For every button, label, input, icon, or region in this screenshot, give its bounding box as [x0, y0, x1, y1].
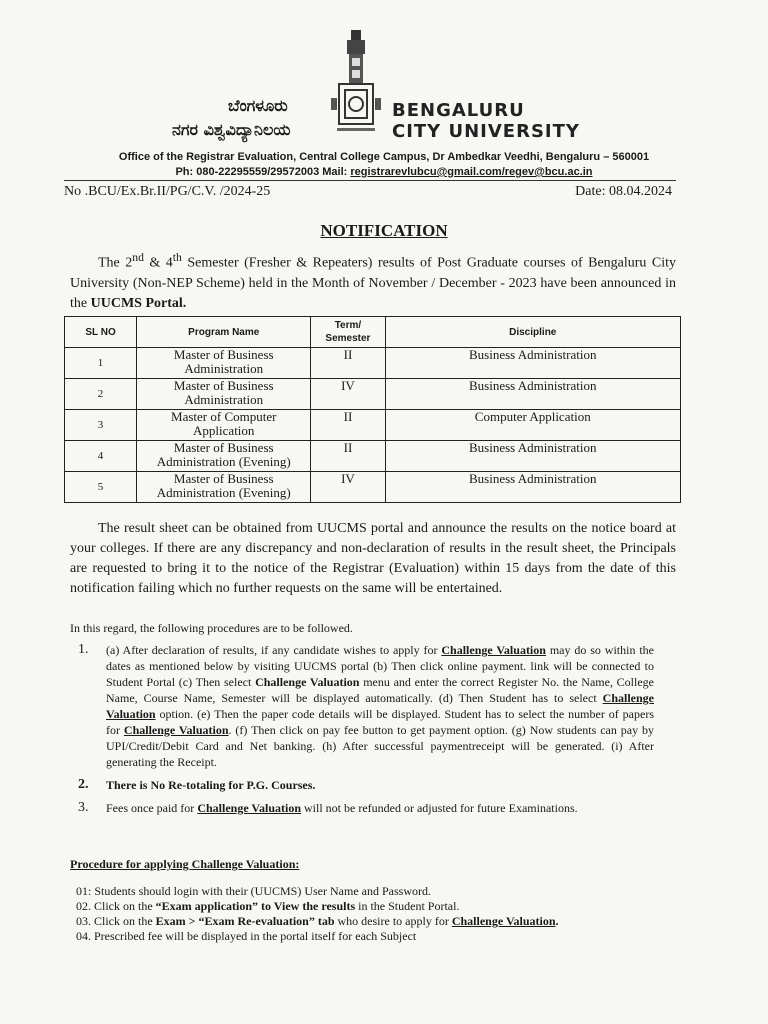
contact-email-link[interactable]: registrarevlubcu@gmail.com/regev@bcu.ac.in: [350, 166, 593, 178]
cell-program: Master of Business Administration (Evening): [137, 441, 311, 472]
step-number: 2.: [78, 777, 89, 792]
step1-text-a: (a) After declaration of results, if any candidate wishes to apply for: [106, 643, 442, 657]
col-header-term: Term/ Semester: [311, 317, 385, 348]
table-row: [65, 379, 681, 410]
cell-discipline: Business Administration: [385, 348, 681, 379]
cell-discipline: Business Administration: [385, 379, 681, 410]
table-header-row: [65, 317, 681, 348]
step1-text-e: . (f) Then click on pay fee button to get payment option. (g) Now students can pay by UPI/Credit/Debit Card and Net banking. (h) After successful paymentreceipt will be generated. (i) After generating the Receipt.: [106, 723, 654, 769]
step-number: 3.: [78, 800, 89, 815]
english-name-line2: CITY UNIVERSITY: [392, 121, 580, 142]
result-sheet-paragraph: The result sheet can be obtained from UUCMS portal and announce the results on the notice board at your colleges. If there are any discrepancy and non-declaration of results in the result sheet, the Principals are requested to bring it to the notice of the Registrar (Evaluation) within 15 days from the date of this notification failing which no further requests on the same will be entertained.: [70, 521, 676, 596]
intro-portal: UUCMS Portal: [90, 295, 183, 311]
english-name-line1: BENGALURU: [392, 100, 525, 121]
step3-text-b: will not be refunded or adjusted for future Examinations.: [301, 801, 578, 815]
step2-text: There is No Re-totaling for P.G. Courses.: [106, 778, 316, 792]
step3-cv: Challenge Valuation: [197, 801, 302, 815]
step1-cv-2: Challenge Valuation: [255, 675, 360, 689]
procedure-steps: [64, 642, 654, 823]
step1-cv-4: Challenge Valuation: [123, 723, 229, 737]
step1-text-c: menu and enter the correct Register No. the Name, College Name, Course Name, Semester will be displayed automatically. (d) Then Student has to select: [106, 675, 654, 705]
table-row: [65, 472, 681, 503]
proc2-c: in the Student Portal.: [355, 899, 460, 913]
list-item: [76, 914, 676, 929]
step1-text-d: option. (e) Then the paper code details will be displayed. Student has to select the number of papers for: [106, 707, 654, 737]
list-item: [64, 777, 654, 793]
table-row: [65, 441, 681, 472]
col-header-discipline: Discipline: [385, 317, 681, 348]
intro-paragraph: [70, 248, 676, 314]
intro-text-3: Semester (Fresher & Repeaters) results of Post Graduate courses of Bengaluru City University (Non-NEP Scheme) held in the Month of November / December - 2023 have been announced in the: [70, 255, 677, 311]
step-number: 1.: [78, 642, 89, 657]
cell-term: II: [311, 441, 385, 472]
page-title: NOTIFICATION: [320, 221, 448, 240]
intro-sup-1: nd: [132, 251, 144, 264]
list-item: [64, 642, 654, 770]
cell-term: II: [311, 348, 385, 379]
step1-cv-1: Challenge Valuation: [441, 643, 546, 657]
step3-text-a: Fees once paid for: [106, 801, 198, 815]
list-item: [64, 800, 654, 816]
proc3-c: who desire to apply for: [334, 914, 452, 928]
cell-sl: 3: [65, 410, 137, 441]
cell-term: IV: [311, 472, 385, 503]
kannada-name-line2: ನಗರ ವಿಶ್ವವಿದ್ಯಾನಿಲಯ: [172, 120, 291, 139]
procedure-heading: Procedure for applying Challenge Valuation:: [70, 857, 300, 871]
cell-discipline: Business Administration: [385, 441, 681, 472]
table-row: [65, 348, 681, 379]
intro-sup-2: th: [172, 251, 182, 264]
proc2-a: 02. Click on the: [76, 899, 156, 913]
step1-text-b: may do so within the dates as mentioned below by visiting UUCMS portal (b) Then click online payment. link will be connected to Student Portal (c) Then select: [106, 643, 654, 689]
contact-phone: Ph: 080-22295559/29572003 Mail:: [175, 166, 351, 178]
procedures-lead: In this regard, the following procedures are to be followed.: [70, 621, 353, 635]
cell-discipline: Computer Application: [385, 410, 681, 441]
cell-program: Master of Business Administration (Evening): [137, 472, 311, 503]
results-table: [64, 316, 681, 503]
list-item: 04. Prescribed fee will be displayed in the portal itself for each Subject: [76, 929, 417, 943]
contact-line: [0, 166, 768, 178]
list-item: 01: Students should login with their (UUCMS) User Name and Password.: [76, 884, 431, 898]
table-row: [65, 410, 681, 441]
col-header-sl: SL NO: [65, 317, 137, 348]
cell-term: II: [311, 410, 385, 441]
intro-text-1: The 2: [98, 255, 133, 271]
proc2-b: “Exam application” to View the results: [155, 899, 356, 913]
university-logo: [325, 28, 387, 138]
proc3-d: Challenge Valuation: [451, 914, 556, 928]
cell-discipline: Business Administration: [385, 472, 681, 503]
intro-end: .: [182, 295, 187, 311]
notification-date: Date: 08.04.2024: [575, 184, 672, 199]
list-item: [76, 899, 676, 914]
reference-number: No .BCU/Ex.Br.II/PG/C.V. /2024-25: [64, 184, 271, 199]
cell-sl: 2: [65, 379, 137, 410]
step1-cv-3: Challenge Valuation: [106, 691, 654, 721]
intro-text-2: & 4: [143, 255, 173, 271]
cell-term: IV: [311, 379, 385, 410]
cell-program: Master of Business Administration: [137, 348, 311, 379]
cell-program: Master of Business Administration: [137, 379, 311, 410]
proc3-b: Exam > “Exam Re-evaluation” tab: [155, 914, 335, 928]
cell-program: Master of Computer Application: [137, 410, 311, 441]
proc3-a: 03. Click on the: [76, 914, 156, 928]
office-address: Office of the Registrar Evaluation, Central College Campus, Dr Ambedkar Veedhi, Bengaluru – 560001: [118, 151, 650, 163]
procedure-list: [76, 884, 676, 944]
cell-sl: 4: [65, 441, 137, 472]
header-divider: [64, 180, 676, 181]
proc3-e: .: [555, 914, 559, 928]
cell-sl: 1: [65, 348, 137, 379]
cell-sl: 5: [65, 472, 137, 503]
kannada-name-line1: ಬೆಂಗಳೂರು: [228, 96, 288, 115]
col-header-program: Program Name: [137, 317, 311, 348]
